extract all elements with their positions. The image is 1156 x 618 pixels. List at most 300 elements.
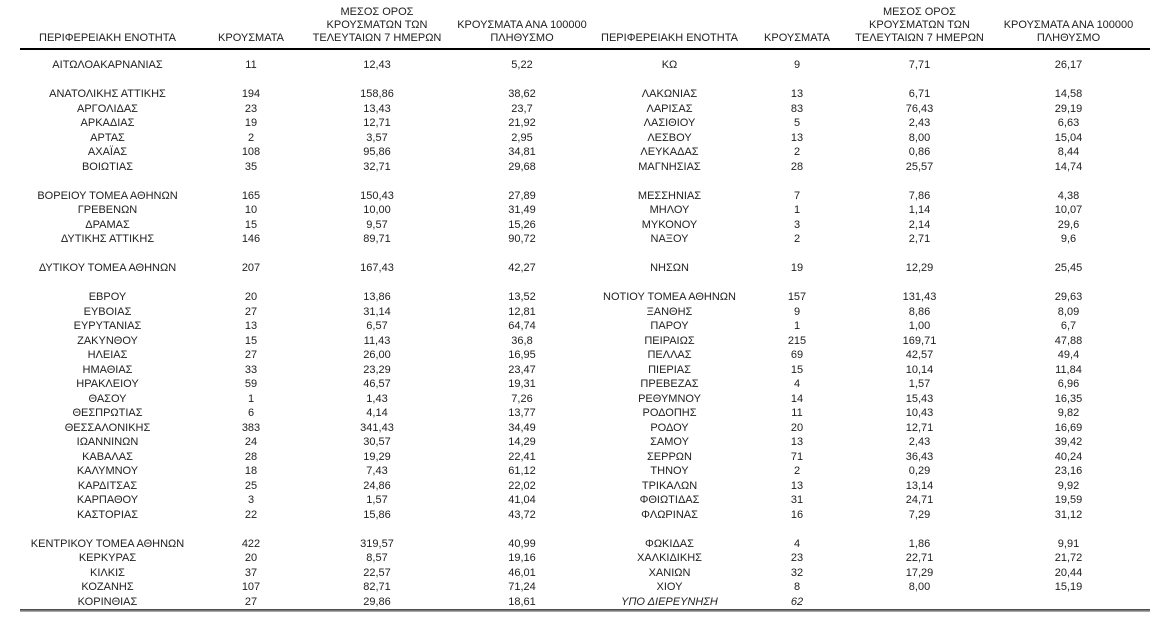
table-header [20,0,1150,49]
region-cell-right: ΝΑΞΟΥ [650,233,689,245]
cases-cell-left: 37 [244,566,258,579]
per100k-cell-left: 41,04 [508,494,536,506]
avg7days-cell-right: 25,57 [905,160,934,173]
gap-cell [987,247,1150,262]
cases-cell-left: 59 [244,378,258,390]
per100k-cell-right: 16,35 [1054,392,1083,405]
table-row [20,348,1150,363]
per100k-cell-left: 7,26 [511,392,533,405]
avg7days-cell-right: 169,71 [902,334,937,347]
region-cell-right: ΣΑΜΟΥ [650,436,689,448]
avg7days-cell-right: 7,71 [908,59,931,71]
gap-cell [987,522,1150,537]
cases-cell-right: 23 [790,552,804,564]
region-cell-right: ΦΘΙΩΤΙΔΑΣ [639,494,700,506]
per100k-cell-left: 34,49 [508,421,536,434]
per100k-cell-left: 38,62 [508,88,536,100]
avg7days-cell-left: 158,86 [360,88,394,100]
avg7days-cell-right: 17,29 [905,566,934,579]
gap-cell [20,522,195,537]
cases-cell-left: 6 [247,407,255,419]
region-cell-right: ΛΕΣΒΟΥ [647,131,692,144]
region-cell-right: ΜΕΣΣΗΝΙΑΣ [637,189,702,202]
cases-cell-right: 2 [793,233,801,245]
column-header-per100k-left: ΚΡΟΥΣΜΑΤΑ ΑΝΑ 100000 ΠΛΗΘΥΣΜΟ [447,0,597,49]
cases-cell-right: 13 [790,479,804,492]
per100k-cell-left: 19,16 [508,552,536,564]
region-cell-left: ΑΡΓΟΛΙΔΑΣ [77,102,138,115]
region-cell-left: ΘΑΣΟΥ [88,392,127,405]
region-cell-left: ΒΟΡΕΙΟΥ ΤΟΜΕΑ ΑΘΗΝΩΝ [37,189,178,202]
per100k-cell-right: 14,58 [1054,88,1083,100]
regional-cases-table [20,0,1150,609]
gap-cell [195,174,307,189]
per100k-cell-right [987,595,1150,610]
avg7days-cell-right: 24,71 [905,494,934,506]
table-row [20,464,1150,479]
region-cell-right: ΦΩΚΙΔΑΣ [645,537,694,550]
avg7days-cell-right: 10,43 [905,407,934,419]
cases-cell-left: 107 [241,581,261,593]
region-cell-left: ΑΙΤΩΛΟΑΚΑΡΝΑΝΙΑΣ [52,59,163,71]
cases-cell-left: 24 [244,436,258,448]
per100k-cell-right: 11,84 [1055,363,1082,376]
table-row [20,595,1150,610]
region-cell-right: ΞΑΝΘΗΣ [646,305,693,318]
per100k-cell-left: 64,74 [508,320,536,332]
per100k-cell-left: 19,31 [508,378,536,390]
per100k-cell-left: 13,77 [508,407,536,419]
per100k-cell-right: 15,04 [1054,131,1083,144]
avg7days-cell-left: 3,57 [366,131,388,144]
cases-cell-right: 71 [790,450,804,463]
per100k-cell-left: 18,61 [508,595,536,608]
cases-cell-right: 1 [793,204,801,216]
region-cell-left: ΚΕΡΚΥΡΑΣ [78,552,137,564]
avg7days-cell-right: 2,43 [908,117,931,129]
cases-cell-right: 5 [793,117,801,129]
table-row [20,203,1150,218]
region-cell-left: ΗΜΑΘΙΑΣ [82,363,133,376]
per100k-cell-right: 16,69 [1054,421,1083,434]
region-cell-left: ΑΧΑΪΑΣ [87,146,128,158]
avg7days-cell-left: 341,43 [360,421,394,434]
per100k-cell-left: 71,24 [508,581,536,593]
column-header-avg7days-right: ΜΕΣΟΣ ΟΡΟΣ ΚΡΟΥΣΜΑΤΩΝ ΤΩΝ ΤΕΛΕΥΤΑΙΩΝ 7 ΗΜΕΡΩΝ [852,0,987,49]
region-cell-right: ΜΗΛΟΥ [649,204,690,216]
spacer-cell [195,49,307,58]
per100k-cell-right: 9,91 [1057,537,1080,550]
table-bottom-rule [20,609,1150,612]
per100k-cell-right: 4,38 [1057,189,1080,202]
avg7days-cell-right: 2,14 [908,218,931,231]
cases-cell-left: 207 [241,262,261,274]
gap-cell [852,276,987,291]
cases-cell-right: 62 [790,595,804,608]
spacer-cell [597,49,742,58]
per100k-cell-right: 25,45 [1054,262,1083,274]
region-cell-left: ΘΕΣΠΡΩΤΙΑΣ [72,407,143,419]
region-cell-left: ΒΟΙΩΤΙΑΣ [81,160,134,173]
region-cell-left: ΖΑΚΥΝΘΟΥ [77,334,138,347]
avg7days-cell-right [852,595,987,610]
avg7days-cell-right: 1,86 [908,537,931,550]
cases-cell-left: 15 [244,218,258,231]
table-row [20,232,1150,247]
region-cell-left: ΚΑΛΥΜΝΟΥ [76,465,139,477]
per100k-cell-left: 22,02 [508,479,536,492]
avg7days-cell-left: 319,57 [360,537,394,550]
gap-cell [20,174,195,189]
per100k-cell-left: 22,41 [508,450,536,463]
gap-row [20,522,1150,537]
avg7days-cell-left: 9,57 [366,218,388,231]
table-body [20,49,1150,609]
gap-cell [987,174,1150,189]
per100k-cell-left: 15,26 [508,218,536,231]
table-row [20,566,1150,581]
per100k-cell-right: 9,82 [1057,407,1080,419]
gap-cell [307,247,447,262]
cases-cell-right: 19 [790,262,804,274]
avg7days-cell-right: 1,14 [908,204,931,216]
avg7days-cell-left: 12,43 [363,59,391,71]
gap-cell [447,174,597,189]
region-cell-right: ΜΑΓΝΗΣΙΑΣ [638,160,701,173]
per100k-cell-left: 27,89 [508,189,536,202]
avg7days-cell-right: 131,43 [902,291,937,303]
avg7days-cell-right: 1,57 [908,378,931,390]
gap-cell [597,73,742,88]
table-row [20,580,1150,595]
region-cell-left: ΕΒΡΟΥ [88,291,127,303]
table-row [20,493,1150,508]
avg7days-cell-left: 6,57 [366,320,388,332]
gap-cell [307,522,447,537]
per100k-cell-right: 8,44 [1057,146,1080,158]
cases-cell-left: 19 [244,117,258,129]
avg7days-cell-left: 29,86 [363,595,391,608]
region-cell-right: ΧΙΟΥ [656,581,683,593]
avg7days-cell-right: 13,14 [905,479,934,492]
per100k-cell-right: 15,19 [1054,581,1083,593]
region-cell-right: ΦΛΩΡΙΝΑΣ [641,508,698,521]
cases-cell-left: 18 [244,465,258,477]
cases-cell-right: 11 [791,407,803,419]
gap-cell [852,174,987,189]
gap-cell [742,522,852,537]
region-cell-left: ΑΝΑΤΟΛΙΚΗΣ ΑΤΤΙΚΗΣ [49,88,166,100]
avg7days-cell-left: 8,57 [366,552,388,564]
per100k-cell-left: 90,72 [508,233,536,245]
per100k-cell-left: 46,01 [508,566,536,579]
gap-row [20,276,1150,291]
per100k-cell-left: 21,92 [508,117,536,129]
cases-cell-left: 22 [244,508,258,521]
avg7days-cell-left: 95,86 [363,146,391,158]
cases-cell-right: 31 [790,494,804,506]
avg7days-cell-right: 10,14 [905,363,934,376]
region-cell-right: ΤΗΝΟΥ [650,465,689,477]
cases-cell-left: 422 [241,537,261,550]
per100k-cell-left: 12,81 [508,305,536,318]
avg7days-cell-right: 8,00 [908,581,931,593]
region-cell-left: ΚΑΡΔΙΤΣΑΣ [77,479,138,492]
avg7days-cell-left: 26,00 [363,349,391,361]
per100k-cell-left: 13,52 [508,291,536,303]
per100k-cell-right: 9,6 [1060,233,1077,245]
avg7days-cell-left: 10,00 [363,204,391,216]
table-row [20,116,1150,131]
avg7days-cell-left: 150,43 [360,189,394,202]
cases-cell-right: 1 [793,320,801,332]
region-cell-right: ΝΟΤΙΟΥ ΤΟΜΕΑ ΑΘΗΝΩΝ [603,291,736,303]
avg7days-cell-left: 82,71 [363,581,391,593]
per100k-cell-right: 19,59 [1054,494,1083,506]
cases-cell-right: 13 [790,436,804,448]
gap-cell [447,73,597,88]
per100k-cell-right: 29,19 [1054,102,1083,115]
avg7days-cell-left: 24,86 [363,479,391,492]
cases-cell-right: 157 [787,291,807,303]
cases-cell-left: 25 [244,479,258,492]
avg7days-cell-left: 46,57 [363,378,391,390]
region-cell-left: ΗΡΑΚΛΕΙΟΥ [76,378,139,390]
cases-cell-right: 3 [793,218,801,231]
table-row [20,421,1150,436]
gap-cell [447,522,597,537]
per100k-cell-right: 31,12 [1054,508,1083,521]
per100k-cell-left: 14,29 [508,436,536,448]
region-cell-right: ΠΡΕΒΕΖΑΣ [640,378,699,390]
per100k-cell-left: 23,7 [511,102,533,115]
region-cell-right: ΚΩ [661,59,678,71]
table-row [20,450,1150,465]
gap-cell [195,73,307,88]
per100k-cell-right: 6,96 [1057,378,1080,390]
cases-cell-right: 83 [790,102,804,115]
gap-cell [447,276,597,291]
cases-cell-left: 27 [244,349,258,361]
avg7days-cell-right: 22,71 [905,552,934,564]
per100k-cell-left: 23,47 [508,363,536,376]
avg7days-cell-right: 0,29 [908,465,931,477]
per100k-cell-right: 6,63 [1057,117,1080,129]
gap-cell [20,247,195,262]
avg7days-cell-right: 15,43 [905,392,934,405]
per100k-cell-left: 29,68 [508,160,536,173]
avg7days-cell-left: 31,14 [363,305,391,318]
gap-cell [742,247,852,262]
gap-cell [597,174,742,189]
avg7days-cell-left: 22,57 [363,566,391,579]
per100k-cell-right: 14,74 [1054,160,1083,173]
cases-cell-left: 3 [247,494,255,506]
cases-cell-right: 16 [790,508,804,521]
gap-cell [852,247,987,262]
per100k-cell-right: 29,63 [1054,291,1083,303]
cases-cell-left: 23 [244,102,258,115]
region-cell-left: ΚΙΛΚΙΣ [90,566,125,579]
table-row [20,435,1150,450]
cases-cell-left: 11 [245,59,257,71]
gap-cell [597,522,742,537]
cases-cell-right: 9 [793,59,801,71]
per100k-cell-left: 36,8 [511,334,533,347]
cases-cell-right: 8 [793,581,801,593]
table-row [20,537,1150,552]
gap-cell [307,174,447,189]
avg7days-cell-right: 2,43 [908,436,931,448]
per100k-cell-left: 16,95 [508,349,536,361]
table-row [20,392,1150,407]
per100k-cell-right: 6,7 [1060,320,1077,332]
cases-cell-right: 215 [787,334,807,347]
region-cell-left: ΘΕΣΣΑΛΟΝΙΚΗΣ [64,421,151,434]
cases-cell-left: 2 [247,131,255,144]
cases-cell-right: 2 [793,146,801,158]
avg7days-cell-left: 13,43 [363,102,391,115]
region-cell-left: ΔΡΑΜΑΣ [85,218,130,231]
region-cell-right: ΛΕΥΚΑΔΑΣ [640,146,699,158]
cases-cell-left: 383 [241,421,261,434]
cases-cell-left: 165 [241,189,261,202]
per100k-cell-left: 43,72 [508,508,536,521]
avg7days-cell-right: 12,71 [905,421,934,434]
gap-cell [597,247,742,262]
avg7days-cell-right: 2,71 [908,233,931,245]
region-cell-left: ΕΥΒΟΙΑΣ [83,305,132,318]
cases-cell-right: 28 [790,160,804,173]
cases-cell-left: 35 [244,160,258,173]
region-cell-left: ΑΡΤΑΣ [90,131,125,144]
gap-cell [447,247,597,262]
table-row [20,479,1150,494]
avg7days-cell-left: 167,43 [360,262,394,274]
cases-cell-right: 14 [790,392,804,405]
region-cell-right: ΛΑΚΩΝΙΑΣ [641,88,698,100]
cases-cell-left: 194 [241,88,261,100]
per100k-cell-left: 5,22 [511,59,533,71]
table-row [20,551,1150,566]
table-row [20,218,1150,233]
avg7days-cell-left: 19,29 [363,450,391,463]
region-cell-right: ΠΕΛΛΑΣ [647,349,692,361]
gap-cell [987,73,1150,88]
region-cell-left: ΚΑΒΑΛΑΣ [82,450,133,463]
region-cell-left: ΑΡΚΑΔΙΑΣ [80,117,135,129]
cases-cell-right: 20 [790,421,804,434]
table-row [20,145,1150,160]
avg7days-cell-left: 7,43 [366,465,388,477]
per100k-cell-right: 26,17 [1054,59,1083,71]
gap-cell [20,276,195,291]
spacer-cell [987,49,1150,58]
avg7days-cell-left: 1,43 [366,392,388,405]
region-cell-right: ΧΑΛΚΙΔΙΚΗΣ [637,552,702,564]
avg7days-cell-left: 15,86 [363,508,391,521]
avg7days-cell-right: 7,29 [908,508,931,521]
cases-cell-left: 20 [244,552,258,564]
gap-cell [307,73,447,88]
table-wrapper [20,0,1150,612]
table-row [20,305,1150,320]
cases-cell-right: 4 [793,378,801,390]
region-cell-right: ΛΑΣΙΘΙΟΥ [643,117,696,129]
table-row [20,58,1150,73]
per100k-cell-right: 23,16 [1054,465,1083,477]
region-cell-right: ΧΑΝΙΩΝ [648,566,691,579]
gap-cell [195,247,307,262]
per100k-cell-left: 42,27 [508,262,536,274]
cases-cell-right: 4 [793,537,801,550]
region-cell-left: ΚΕΝΤΡΙΚΟΥ ΤΟΜΕΑ ΑΘΗΝΩΝ [30,537,185,550]
column-header-per100k-right: ΚΡΟΥΣΜΑΤΑ ΑΝΑ 100000 ΠΛΗΘΥΣΜΟ [987,0,1150,49]
region-cell-left: ΔΥΤΙΚΗΣ ΑΤΤΙΚΗΣ [60,233,155,245]
region-cell-left: ΕΥΡΥΤΑΝΙΑΣ [73,320,142,332]
cases-cell-right: 13 [790,88,804,100]
header-row [20,0,1150,49]
cases-cell-right: 13 [790,131,804,144]
avg7days-cell-left: 13,86 [363,291,391,303]
avg7days-cell-right: 6,71 [908,88,931,100]
avg7days-cell-right: 12,29 [905,262,934,274]
avg7days-cell-right: 76,43 [905,102,934,115]
region-cell-left: ΚΟΡΙΝΘΙΑΣ [77,595,138,608]
per100k-cell-right: 21,72 [1054,552,1083,564]
avg7days-cell-right: 7,86 [908,189,931,202]
table-row [20,377,1150,392]
avg7days-cell-left: 30,57 [363,436,391,448]
region-cell-left: ΙΩΑΝΝΙΝΩΝ [76,436,139,448]
gap-cell [742,174,852,189]
spacer-row [20,49,1150,58]
gap-cell [742,73,852,88]
avg7days-cell-right: 8,86 [908,305,931,318]
gap-cell [597,276,742,291]
cases-cell-right: 9 [793,305,801,318]
cases-cell-left: 108 [241,146,261,158]
cases-cell-left: 146 [241,233,261,245]
cases-cell-right: 2 [793,465,801,477]
column-header-avg7days-left: ΜΕΣΟΣ ΟΡΟΣ ΚΡΟΥΣΜΑΤΩΝ ΤΩΝ ΤΕΛΕΥΤΑΙΩΝ 7 ΗΜΕΡΩΝ [307,0,447,49]
column-header-cases-right: ΚΡΟΥΣΜΑΤΑ [742,0,852,49]
per100k-cell-left: 34,81 [508,146,536,158]
per100k-cell-right: 20,44 [1054,566,1083,579]
table-row [20,319,1150,334]
per100k-cell-right: 39,42 [1054,436,1083,448]
gap-cell [307,276,447,291]
per100k-cell-right: 8,09 [1057,305,1080,318]
cases-cell-left: 20 [244,291,258,303]
spacer-cell [852,49,987,58]
region-cell-left: ΚΑΡΠΑΘΟΥ [76,494,139,506]
cases-cell-right: 15 [790,363,804,376]
region-cell-right: ΠΑΡΟΥ [650,320,689,332]
per100k-cell-left: 2,95 [511,131,533,144]
cases-cell-left: 10 [244,204,258,216]
gap-cell [195,276,307,291]
gap-row [20,73,1150,88]
region-cell-left: ΚΑΣΤΟΡΙΑΣ [76,508,139,521]
per100k-cell-right: 29,6 [1057,218,1080,231]
table-row [20,160,1150,175]
per100k-cell-right: 40,24 [1054,450,1083,463]
table-row [20,189,1150,204]
gap-cell [852,522,987,537]
gap-cell [742,276,852,291]
avg7days-cell-left: 32,71 [363,160,391,173]
